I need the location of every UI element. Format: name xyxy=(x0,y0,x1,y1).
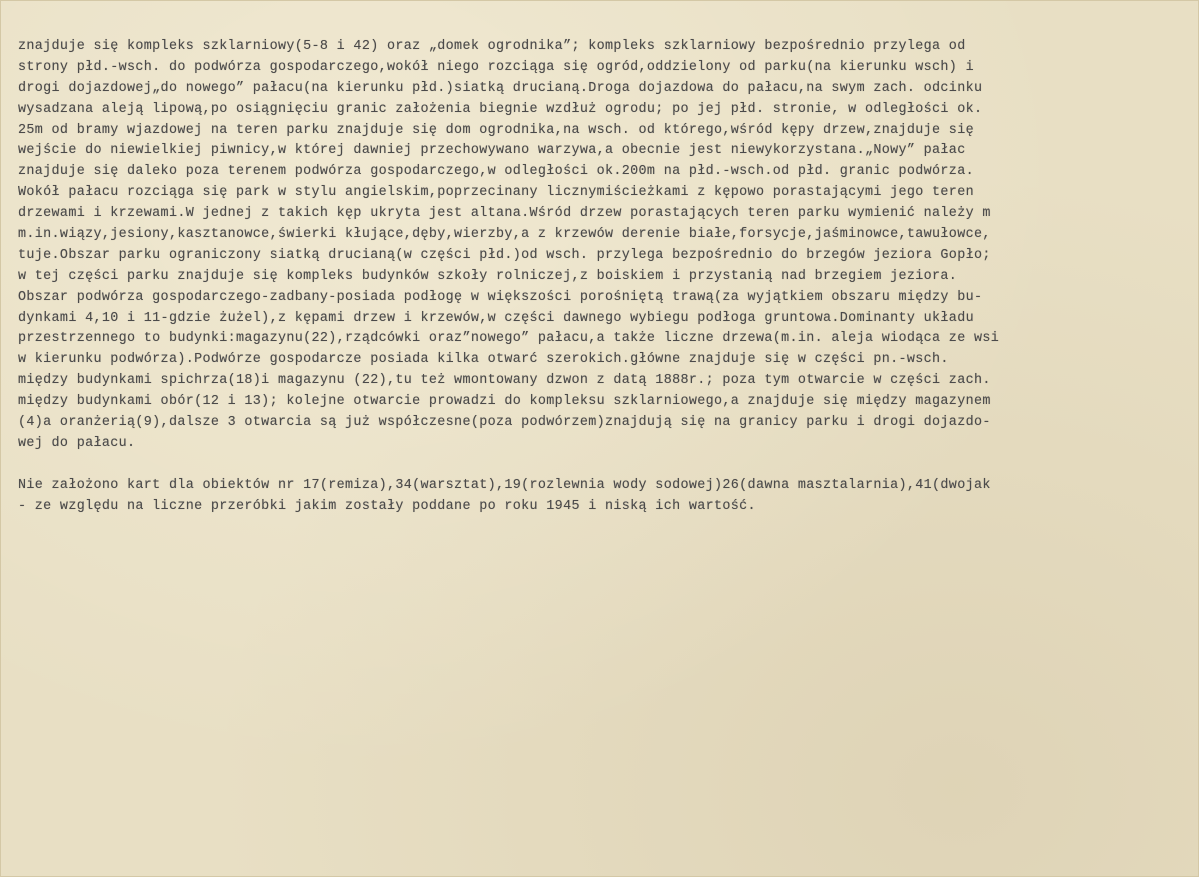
text-line: Obszar podwórza gospodarczego-zadbany-posiada podłogę w większości porośniętą trawą(za wyjątkiem obszaru między bu- xyxy=(18,289,983,305)
text-line: między budynkami obór(12 i 13); kolejne otwarcie prowadzi do kompleksu szklarniowego,a znajduje się między magazynem xyxy=(18,394,991,410)
typewritten-text xyxy=(18,37,1184,517)
text-line: wysadzana aleją lipową,po osiągnięciu granic założenia biegnie wzdłuż ogrodu; po jej płd. stronie, w odległości ok. xyxy=(18,101,983,117)
paragraph-gap xyxy=(18,455,1184,476)
text-line: drzewami i krzewami.W jednej z takich kęp ukryta jest altana.Wśród drzew porastających teren parku wymienić należy m xyxy=(18,206,991,222)
text-line: znajduje się kompleks szklarniowy(5-8 i 42) oraz „domek ogrodnika”; kompleks szklarniowy bezpośrednio przylega od xyxy=(18,39,966,54)
text-line: w tej części parku znajduje się kompleks budynków szkoły rolniczej,z boiskiem i przystanią nad brzegiem jeziora. xyxy=(18,268,958,284)
text-line: 25m od bramy wjazdowej na teren parku znajduje się dom ogrodnika,na wsch. od którego,wśród kępy drzew,znajduje się xyxy=(18,122,974,138)
text-line: Nie założono kart dla obiektów nr 17(remiza),34(warsztat),19(rozlewnia wody sodowej)26(dawna masztalarnia),41(dwojak xyxy=(18,477,991,493)
text-line: między budynkami spichrza(18)i magazynu (22),tu też wmontowany dzwon z datą 1888r.; poza tym otwarcie w części zach. xyxy=(18,373,991,389)
text-line: - ze względu na liczne przeróbki jakim zostały poddane po roku 1945 i niską ich wartość. xyxy=(18,498,756,514)
text-line: dynkami 4,10 i 11-gdzie żużel),z kępami drzew i krzewów,w części dawnego wybiegu podłoga gruntowa.Dominanty układu xyxy=(18,310,974,326)
text-line: strony płd.-wsch. do podwórza gospodarczego,wokół niego rozciąga się ogród,oddzielony od parku(na kierunku wsch) i xyxy=(18,59,974,75)
text-line: m.in.wiązy,jesiony,kasztanowce,świerki kłujące,dęby,wierzby,a z krzewów derenie białe,forsycje,jaśminowce,tawułowce, xyxy=(18,227,991,243)
text-line: w kierunku podwórza).Podwórze gospodarcze posiada kilka otwarć szerokich.główne znajduje się w części pn.-wsch. xyxy=(18,352,949,368)
text-line: tuje.Obszar parku ograniczony siatką drucianą(w części płd.)od wsch. przylega bezpośrednio do brzegów jeziora Gopło; xyxy=(18,247,991,263)
text-line: (4)a oranżerią(9),dalsze 3 otwarcia są już współczesne(poza podwórzem)znajdują się na granicy parku i drogi dojazdo- xyxy=(18,415,991,431)
text-line: wej do pałacu. xyxy=(18,435,136,451)
paragraph-note xyxy=(18,476,1184,518)
text-line: drogi dojazdowej„do nowego” pałacu(na kierunku płd.)siatką drucianą.Droga dojazdowa do pałacu,na swym zach. odcinku xyxy=(18,80,983,96)
text-line: znajduje się daleko poza terenem podwórza gospodarczego,w odległości ok.200m na płd.-wsch.od płd. granic podwórza. xyxy=(18,164,974,180)
text-line: przestrzennego to budynki:magazynu(22),rządcówki oraz”nowego” pałacu,a także liczne drzewa(m.in. aleja wiodąca ze wsi xyxy=(18,331,1000,347)
paragraph-description xyxy=(18,37,1184,455)
text-line: wejście do niewielkiej piwnicy,w której dawniej przechowywano warzywa,a obecnie jest niewykorzystana.„Nowy” pałac xyxy=(18,143,966,159)
text-line: Wokół pałacu rozciąga się park w stylu angielskim,poprzecinany licznymiścieżkami z kępowo porastającymi jego teren xyxy=(18,185,974,201)
